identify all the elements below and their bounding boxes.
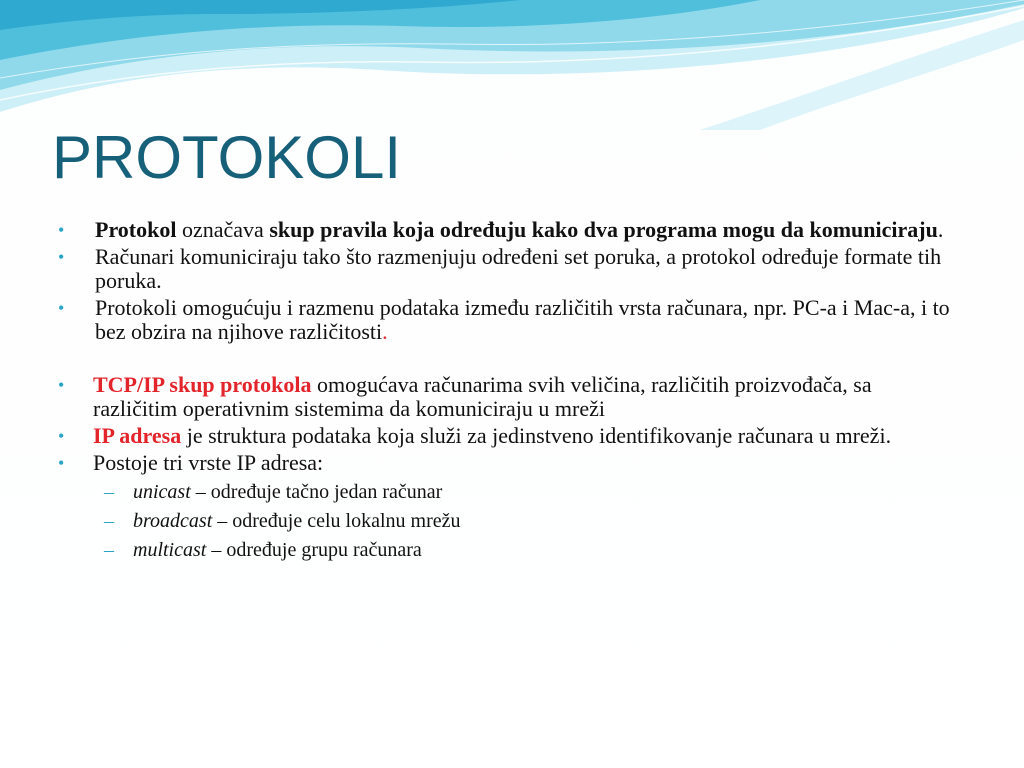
bullet-protocol-definition <box>58 218 958 242</box>
spacer <box>58 347 958 373</box>
bullet-icon: • <box>58 375 65 395</box>
bullet-icon: • <box>58 426 65 446</box>
slide-content <box>58 218 958 562</box>
bullet-text: omogućava računarima svih veličina, različitih proizvođača, sa različitim operativnim sistemima da komuniciraju u mreži <box>93 372 872 421</box>
sub-item-broadcast <box>58 509 958 533</box>
bullet-emphasis: skup pravila koja određuju kako dva programa mogu da komuniciraju <box>269 217 938 242</box>
bullet-group-protocols <box>58 218 958 344</box>
bullet-message-exchange <box>58 245 958 293</box>
decorative-wave-header <box>0 0 1024 130</box>
bullet-ip-address <box>58 424 958 448</box>
page-title: PROTOKOLI <box>52 124 401 191</box>
bullet-text: označava <box>176 217 270 242</box>
bullet-group-tcpip <box>58 373 958 562</box>
sub-term: broadcast <box>133 510 213 532</box>
bullet-icon: • <box>58 453 65 473</box>
bullet-icon: • <box>58 298 65 318</box>
sub-text: – određuje celu lokalnu mrežu <box>212 510 461 532</box>
bullet-text: je struktura podataka koja služi za jedinstveno identifikovanje računara u mreži. <box>181 423 892 448</box>
sub-item-unicast <box>58 480 958 504</box>
bullet-term: Protokol <box>95 217 177 242</box>
bullet-icon: • <box>58 247 65 267</box>
bullet-icon: • <box>58 220 65 240</box>
bullet-text: Računari komuniciraju tako što razmenjuju određeni set poruka, a protokol određuje formate tih poruka. <box>95 244 942 293</box>
bullet-highlight: IP adresa <box>93 423 182 448</box>
sub-term: unicast <box>133 481 191 503</box>
bullet-end: . <box>937 217 944 242</box>
sub-bullet-icon: – <box>104 481 114 503</box>
bullet-text: Protokoli omogućuju i razmenu podataka između različitih vrsta računara, npr. PC-a i Mac-a, i to bez obzira na njihove različitosti <box>95 295 950 344</box>
sub-term: multicast <box>133 539 207 561</box>
bullet-highlight: TCP/IP skup protokola <box>93 372 312 397</box>
sub-bullet-icon: – <box>104 539 114 561</box>
bullet-ip-types <box>58 451 958 475</box>
sub-item-multicast <box>58 538 958 562</box>
bullet-tcpip <box>58 373 958 421</box>
sub-text: – određuje grupu računara <box>206 539 422 561</box>
sub-bullet-icon: – <box>104 510 114 532</box>
bullet-end-red: . <box>382 319 388 344</box>
sub-text: – određuje tačno jedan računar <box>190 481 443 503</box>
bullet-text: Postoje tri vrste IP adresa: <box>93 450 324 475</box>
bullet-data-exchange <box>58 296 958 344</box>
